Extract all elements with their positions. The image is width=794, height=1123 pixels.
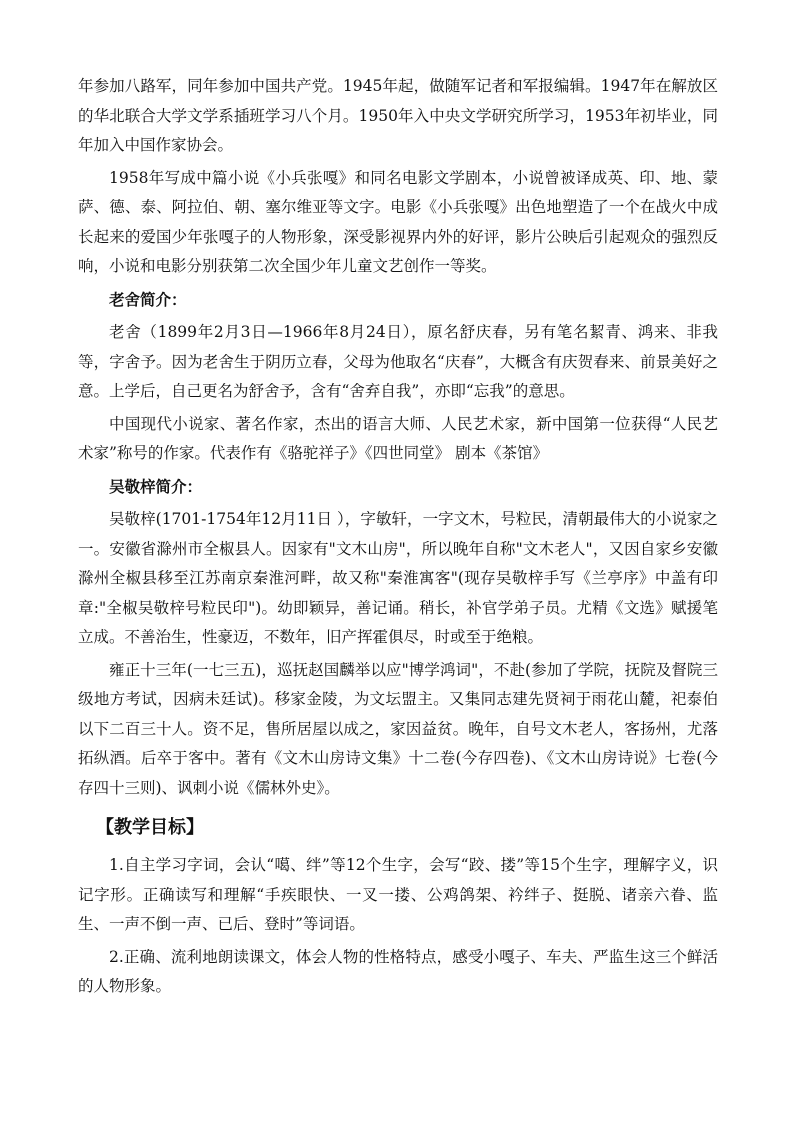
- paragraph-wujingzi-later: 雍正十三年(一七三五)，巡抚赵国麟举以应"博学鸿词"，不赴(参加了学院，抚院及督院三级地方考试，因病未廷试)。移家金陵，为文坛盟主。又集同志建先贤祠于雨花山麓，祀泰伯以下二百三十人。资不足，售所居屋以成之，家因益贫。晚年，自号文木老人，客扬州，尤落拓纵酒。后卒于客中。著有《文木山房诗文集》十二卷(今存四卷)、《文木山房诗说》七卷(今存四十三则)、讽刺小说《儒林外史》。: [78, 660, 718, 797]
- heading-teaching-goals: 【教学目标】: [96, 817, 204, 838]
- paragraph-author-career: 年参加八路军，同年参加中国共产党。1945年起，做随军记者和军报编辑。1947年在解放区的华北联合大学文学系插班学习八个月。1950年入中央文学研究所学习，1953年初毕业，同年加入中国作家协会。: [78, 77, 718, 154]
- paragraph-wujingzi-bio: 吴敬梓(1701-1754年12月11日 ），字敏轩，一字文木，号粒民，清朝最伟大的小说家之一。安徽省滁州市全椒县人。因家有"文木山房"，所以晚年自称"文木老人"，又因自家乡安徽滁州全椒县移至江苏南京秦淮河畔，故又称"秦淮寓客"(现存吴敬梓手写《兰亭序》中盖有印章:"全椒吴敬梓号粒民印")。幼即颖异，善记诵。稍长，补官学弟子员。尤精《文选》赋援笔立成。不善治生，性豪迈，不数年，旧产挥霍俱尽，时或至于绝粮。: [78, 510, 718, 646]
- paragraph-xiaobing-zhangga: 1958年写成中篇小说《小兵张嘎》和同名电影文学剧本，小说曾被译成英、印、地、蒙萨、德、泰、阿拉伯、朝、塞尔维亚等文字。电影《小兵张嘎》出色地塑造了一个在战火中成长起来的爱国少年张嘎子的人物形象，深受影视界内外的好评，影片公映后引起观众的强烈反响，小说和电影分别获第二次全国少年儿童文艺创作一等奖。: [78, 168, 718, 275]
- goal-item-2: 2.正确、流利地朗读课文，体会人物的性格特点，感受小嘎子、车夫、严监生这三个鲜活的人物形象。: [78, 947, 718, 995]
- goal-item-1: 1.自主学习字词，会认“噶、绊”等12个生字，会写“跤、搂”等15个生字，理解字义，识记字形。正确读写和理解“手疾眼快、一叉一搂、公鸡鸽架、衿绊子、挺脱、诸亲六眷、监生、一声不倒一声、已后、登时”等词语。: [78, 856, 718, 933]
- heading-wujingzi: 吴敬梓简介：: [109, 476, 203, 496]
- document-page: [78, 72, 718, 1005]
- heading-laoshe: 老舍简介：: [109, 289, 187, 309]
- paragraph-laoshe-bio: 老舍（1899年2月3日—1966年8月24日），原名舒庆春，另有笔名絜青、鸿来、非我等，字舍予。因为老舍生于阴历立春，父母为他取名“庆春”，大概含有庆贺春来、前景美好之意。上学后，自己更名为舒舍予，含有“舍弃自我”，亦即“忘我”的意思。: [78, 323, 718, 400]
- paragraph-laoshe-works: 中国现代小说家、著名作家，杰出的语言大师、人民艺术家，新中国第一位获得“人民艺术家”称号的作家。代表作有《骆驼祥子》《四世同堂》 剧本《茶馆》: [78, 414, 718, 462]
